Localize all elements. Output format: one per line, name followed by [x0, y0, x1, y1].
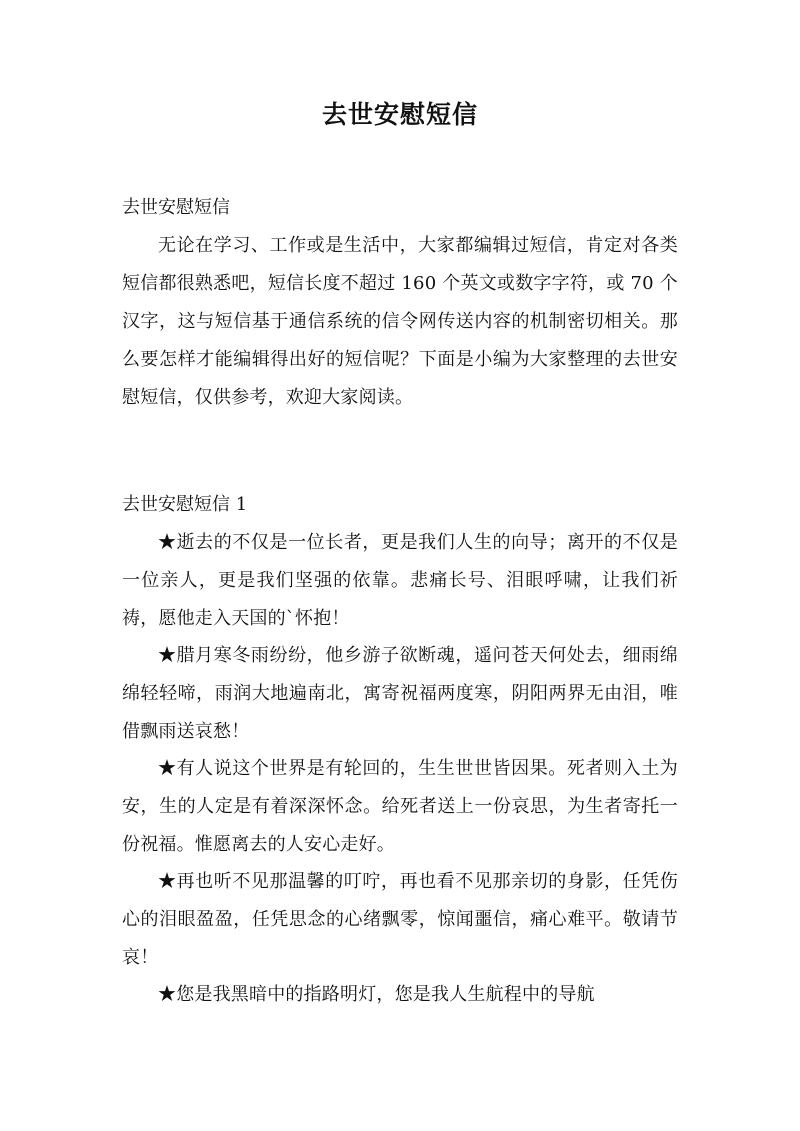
intro-paragraph: 无论在学习、工作或是生活中，大家都编辑过短信，肯定对各类短信都很熟悉吧，短信长度不超过 160 个英文或数字字符，或 70 个汉字，这与短信基于通信系统的信令网传送内容的机制密切相关。那么要怎样才能编辑得出好的短信呢？下面是小编为大家整理的去世安慰短信，仅供参考，欢迎大家阅读。 — [122, 235, 678, 408]
message-item: ★逝去的不仅是一位长者，更是我们人生的向导；离开的不仅是一位亲人，更是我们坚强的依靠。悲痛长号、泪眼呼啸，让我们祈祷，愿他走入天国的`怀抱！ — [122, 532, 678, 629]
message-item: ★有人说这个世界是有轮回的，生生世世皆因果。死者则入土为安，生的人定是有着深深怀念。给死者送上一份哀思，为生者寄托一份祝福。惟愿离去的人安心走好。 — [122, 758, 678, 855]
message-item: ★腊月寒冬雨纷纷，他乡游子欲断魂，遥问苍天何处去，细雨绵绵轻轻啼，雨润大地遍南北，寓寄祝福两度寒，阴阳两界无由泪，唯借飘雨送哀愁！ — [122, 645, 678, 742]
message-item: ★再也听不见那温馨的叮咛，再也看不见那亲切的身影，任凭伤心的泪眼盈盈，任凭思念的心绪飘零，惊闻噩信，痛心难平。敬请节哀！ — [122, 871, 678, 968]
document-title: 去世安慰短信 — [321, 100, 478, 129]
section-heading: 去世安慰短信 1 — [122, 494, 248, 515]
message-item: ★您是我黑暗中的指路明灯，您是我人生航程中的导航 — [158, 984, 595, 1005]
intro-heading: 去世安慰短信 — [122, 197, 230, 218]
